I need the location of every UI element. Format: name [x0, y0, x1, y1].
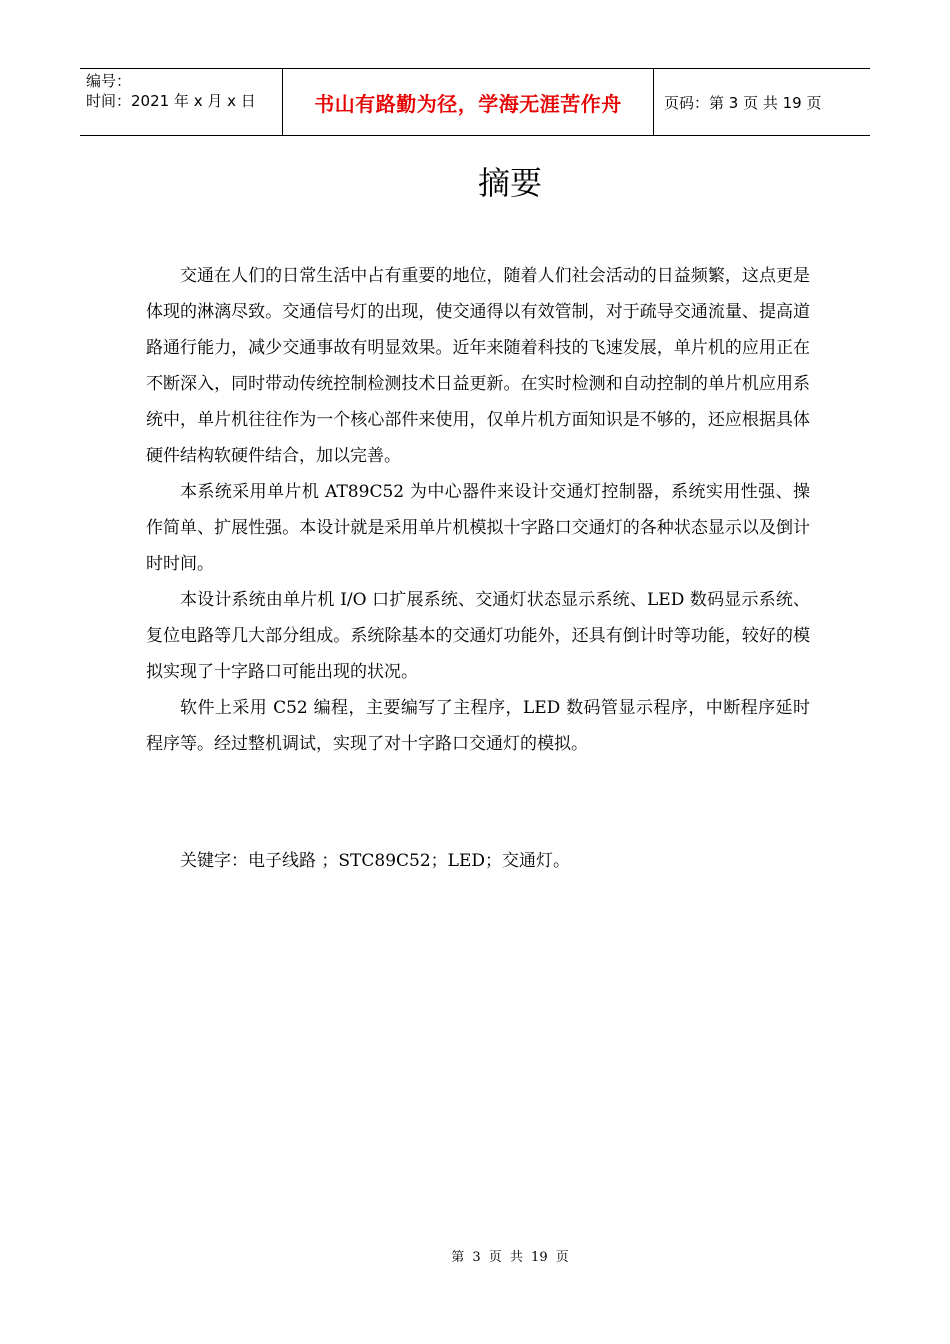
paragraph-4: 软件上采用 C52 编程，主要编写了主程序，LED 数码管显示程序，中断程序延时程序等。经过整机调试，实现了对十字路口交通灯的模拟。 — [146, 698, 810, 754]
page-title: 摘要 — [477, 164, 542, 202]
header-meta — [80, 69, 282, 135]
paragraph-1: 交通在人们的日常生活中占有重要的地位，随着人们社会活动的日益频繁，这点更是体现的淋漓尽致。交通信号灯的出现，使交通得以有效管制，对于疏导交通流量、提高道路通行能力，减少交通事故有明显效果。近年来随着科技的飞速发展，单片机的应用正在不断深入，同时带动传统控制检测技术日益更新。在实时检测和自动控制的单片机应用系统中，单片机往往作为一个核心部件来使用，仅单片机方面知识是不够的，还应根据具体硬件结构软硬件结合，加以完善。 — [146, 266, 810, 466]
paragraph-2: 本系统采用单片机 AT89C52 为中心器件来设计交通灯控制器，系统实用性强、操作简单、扩展性强。本设计就是采用单片机模拟十字路口交通灯的各种状态显示以及倒计时时间。 — [146, 482, 810, 574]
keywords-line: 关键字：电子线路 ；STC89C52；LED；交通灯。 — [180, 851, 570, 871]
header-motto: 书山有路勤为径，学海无涯苦作舟 — [282, 69, 654, 135]
number-label: 编号： — [86, 72, 132, 90]
document-header — [80, 68, 870, 136]
time-label: 时间：2021 年 x 月 x 日 — [86, 92, 256, 110]
header-page-info: 页码：第 3 页 共 19 页 — [664, 93, 822, 112]
page-footer: 第 3 页 共 19 页 — [451, 1250, 569, 1265]
paragraph-3: 本设计系统由单片机 I/O 口扩展系统、交通灯状态显示系统、LED 数码显示系统、复位电路等几大部分组成。系统除基本的交通灯功能外，还具有倒计时等功能，较好的模拟实现了十字路口可能出现的状况。 — [146, 590, 810, 682]
abstract-body — [146, 258, 810, 762]
